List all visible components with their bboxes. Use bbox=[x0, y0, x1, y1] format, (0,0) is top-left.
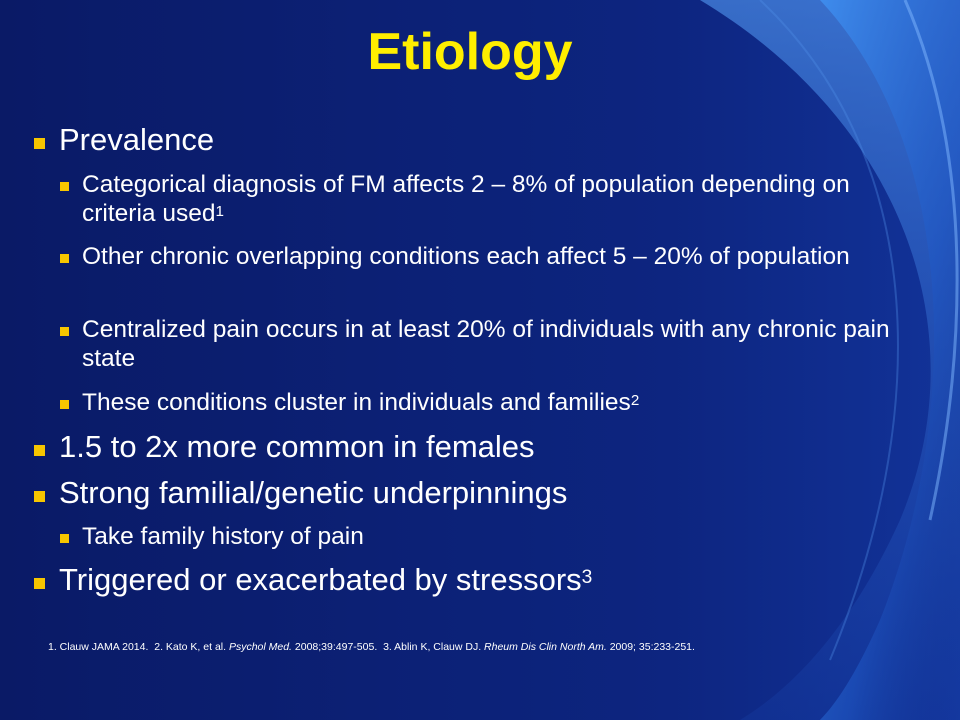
bullet-square-icon bbox=[34, 491, 45, 502]
bullet-cluster-families bbox=[60, 388, 910, 417]
bullet-overlapping-conditions bbox=[60, 242, 910, 271]
bullet-text: Other chronic overlapping conditions each affect 5 – 20% of population bbox=[82, 243, 850, 270]
bullet-text: Take family history of pain bbox=[82, 523, 364, 550]
bullet-square-icon bbox=[60, 327, 69, 336]
bullet-square-icon bbox=[34, 578, 45, 589]
bullet-square-icon bbox=[60, 254, 69, 263]
bullet-prevalence bbox=[34, 123, 214, 157]
bullet-text: Strong familial/genetic underpinnings bbox=[59, 475, 568, 510]
reference-3-details: 2009; 35:233-251. bbox=[609, 641, 695, 653]
bullet-square-icon bbox=[60, 534, 69, 543]
bullet-fm-diagnosis bbox=[60, 170, 910, 228]
bullet-centralized-pain bbox=[60, 315, 910, 373]
bullet-text: Categorical diagnosis of FM affects 2 – 8% of population depending on criteria used$^1$ bbox=[82, 171, 850, 227]
reference-1: 1. Clauw JAMA 2014. bbox=[48, 641, 149, 653]
bullet-square-icon bbox=[60, 400, 69, 409]
reference-3-authors: 3. Ablin K, Clauw DJ. bbox=[383, 641, 482, 653]
bullet-text: Centralized pain occurs in at least 20% of individuals with any chronic pain state bbox=[82, 316, 890, 372]
bullet-text: These conditions cluster in individuals and families$^2$ bbox=[82, 389, 640, 416]
bullet-text: Prevalence bbox=[59, 122, 215, 157]
citation-superscript: 1 bbox=[215, 203, 224, 220]
bullet-square-icon bbox=[34, 445, 45, 456]
bullet-text: 1.5 to 2x more common in females bbox=[59, 429, 535, 464]
reference-3-journal: Rheum Dis Clin North Am. bbox=[484, 641, 607, 653]
bullet-family-history bbox=[60, 522, 910, 551]
citation-superscript: 3 bbox=[581, 567, 593, 588]
reference-2-authors: 2. Kato K, et al. bbox=[154, 641, 227, 653]
references bbox=[48, 640, 928, 654]
bullet-stressors bbox=[34, 563, 592, 597]
slide-title: Etiology bbox=[367, 23, 573, 81]
citation-superscript: 2 bbox=[630, 392, 640, 409]
bullet-females bbox=[34, 430, 535, 464]
reference-2-details: 2008;39:497-505. bbox=[294, 641, 378, 653]
bullet-square-icon bbox=[60, 182, 69, 191]
bullet-text: Triggered or exacerbated by stressors$^3$ bbox=[59, 562, 593, 597]
bullet-square-icon bbox=[34, 138, 45, 149]
reference-2-journal: Psychol Med. bbox=[228, 641, 292, 653]
bullet-genetic bbox=[34, 476, 567, 510]
